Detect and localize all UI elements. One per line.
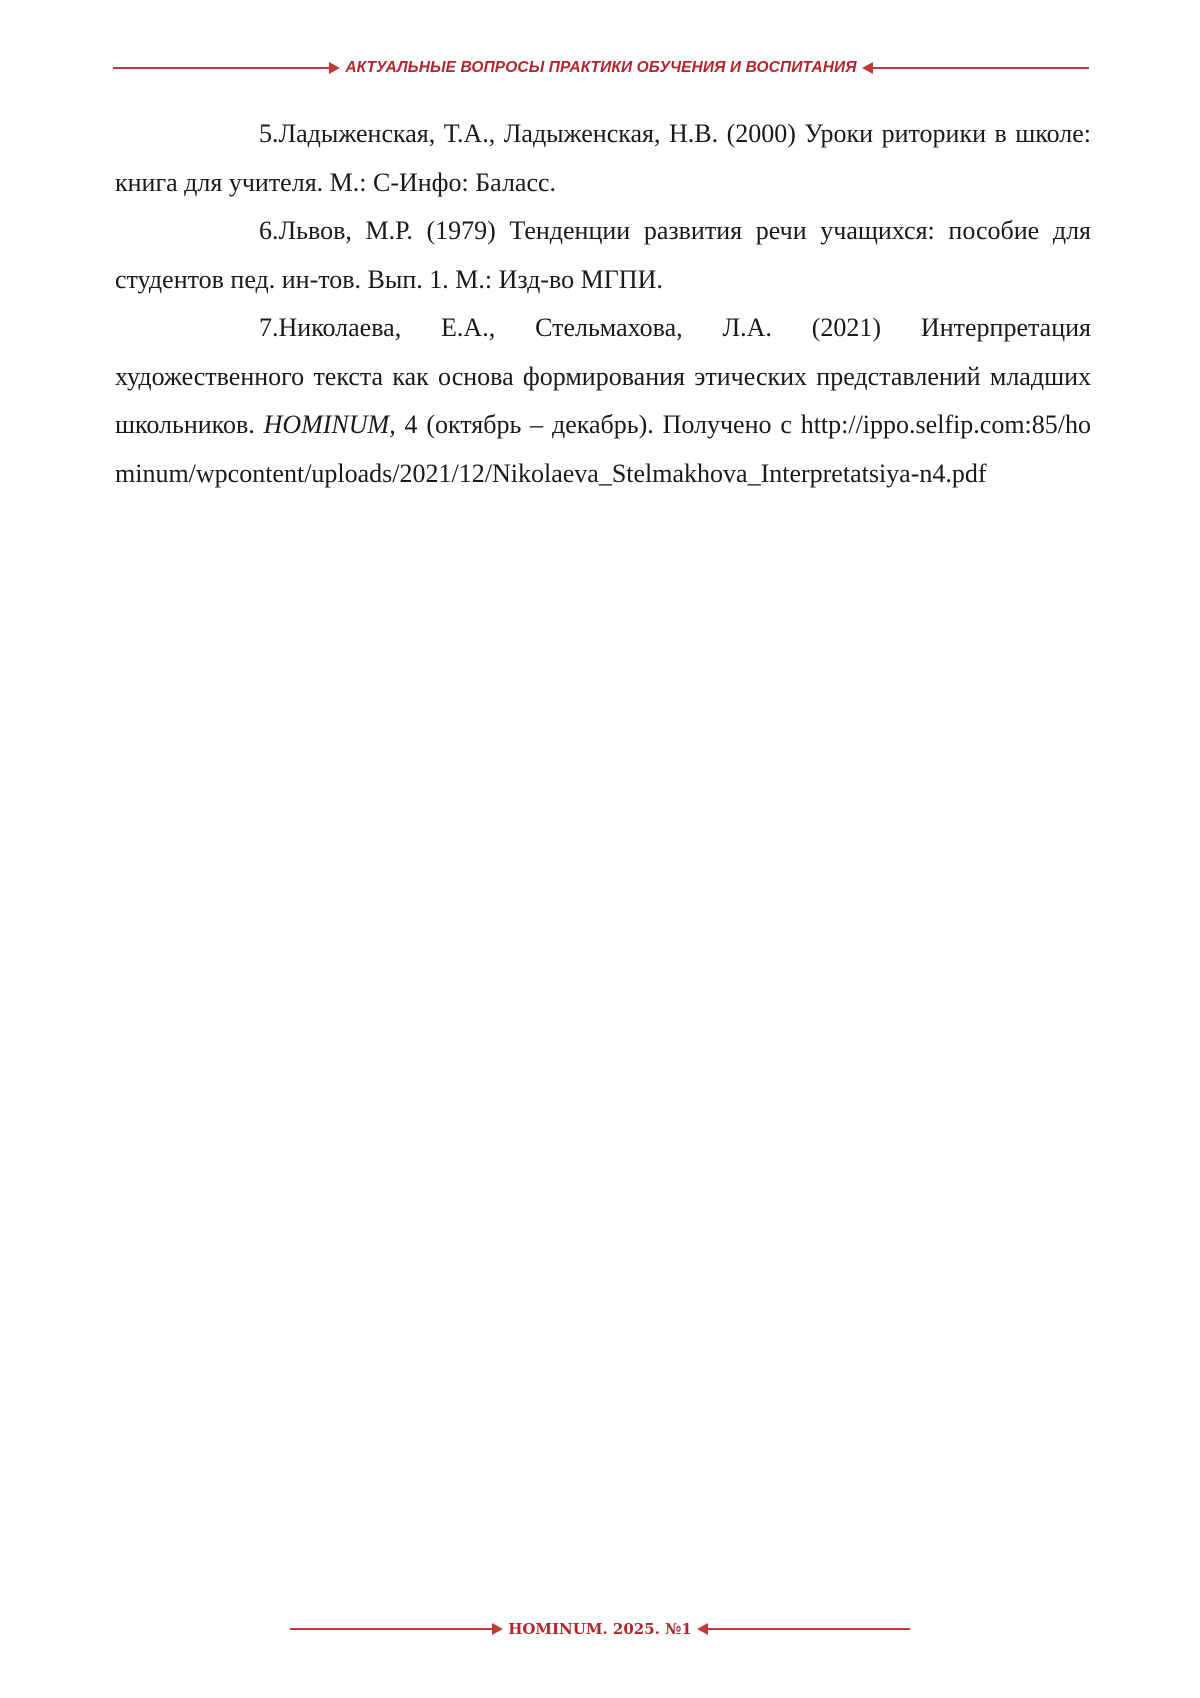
header-left-arrow-icon <box>862 62 873 74</box>
header-left-rule <box>113 67 329 69</box>
reference-journal: HOMINUM, <box>263 410 396 439</box>
reference-number: 5. <box>259 119 279 148</box>
running-header <box>113 56 1089 80</box>
reference-text: Ладыженская, Т.А., Ладыженская, Н.В. (2000) Уроки риторики в школе: книга для учителя. М.: С-Инфо: Баласс. <box>115 119 1091 197</box>
header-right-rule <box>873 67 1089 69</box>
reference-text: Львов, М.Р. (1979) Тенденции развития речи учащихся: пособие для студентов пед. ин-тов. Вып. 1. М.: Изд-во МГПИ. <box>115 216 1091 294</box>
footer-right-arrow-icon <box>492 1623 503 1635</box>
running-footer <box>290 1617 910 1641</box>
footer-left-rule <box>290 1628 492 1630</box>
reference-text: Николаева, Е.А., Стельмахова, Л.А. (2021) Интерпретация художественного текста как основа формирования этических представлений младших школьников. <box>115 313 1091 439</box>
journal-section-title: АКТУАЛЬНЫЕ ВОПРОСЫ ПРАКТИКИ ОБУЧЕНИЯ И ВОСПИТАНИЯ <box>345 59 857 76</box>
reference-text-after: 4 (октябрь – декабрь). Получено с <box>404 410 792 439</box>
reference-item <box>115 207 1091 304</box>
reference-number: 7. <box>259 313 279 342</box>
reference-item <box>115 110 1091 207</box>
header-right-arrow-icon <box>329 62 340 74</box>
issue-label: HOMINUM. 2025. №1 <box>508 1620 692 1638</box>
reference-list <box>115 110 1091 498</box>
reference-item <box>115 304 1091 498</box>
reference-url-link[interactable]: http://ippo.selfip.com:85/hominum/wpcontent/uploads/2021/12/Nikolaeva_Stelmakhova_Interpretatsiya-n4.pdf <box>115 410 1092 488</box>
reference-number: 6. <box>259 216 279 245</box>
footer-left-arrow-icon <box>697 1623 708 1635</box>
footer-right-rule <box>708 1628 910 1630</box>
